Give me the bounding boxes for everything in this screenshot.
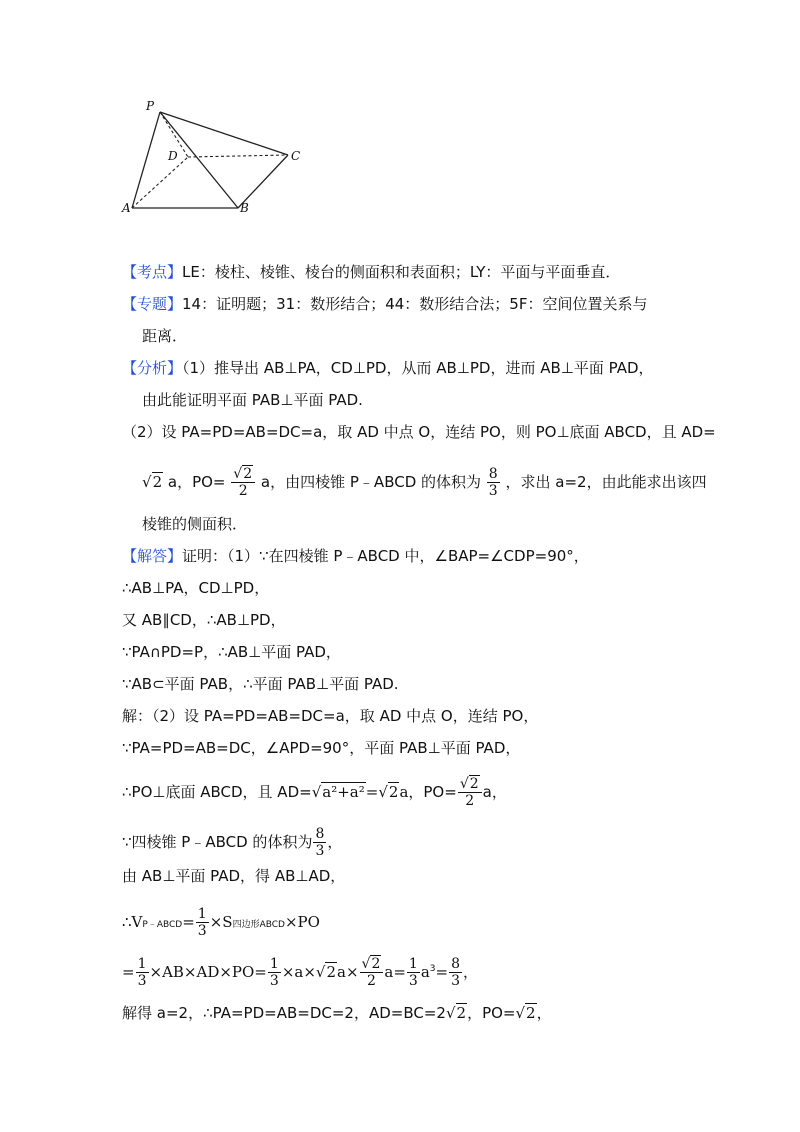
fenxi-line3: （2）设 PA=PD=AB=DC=a，取 AD 中点 O，连结 PO，则 PO⊥底面 ABCD，且 AD= — [122, 423, 716, 441]
label-p: P — [146, 99, 155, 113]
jieda-line8: ∴PO⊥底面 ABCD，且 AD=√a²+a²=√2a，PO= $\frac{√2}{2}$ a， — [122, 776, 507, 809]
frac-8-over-3-b: $\frac{8}{3}$ — [315, 826, 325, 859]
label-d: D — [168, 149, 178, 163]
zhuanti-text: 14：证明题；31：数形结合；44：数形结合法；5F：空间位置关系与 — [182, 295, 648, 313]
jieda-line5: ∵AB⊂平面 PAB，∴平面 PAB⊥平面 PAD. — [122, 675, 399, 693]
frac-1-over-3: $\frac{1}{3}$ — [197, 906, 207, 939]
label-a: A — [122, 201, 131, 215]
zhuanti-tag: 【专题】 — [122, 295, 183, 313]
jieda-line7: ∵PA=PD=AB=DC，∠APD=90°，平面 PAB⊥平面 PAD， — [122, 739, 521, 757]
frac-sqrt2-over-2: $\frac{√2}{2}$ — [231, 466, 255, 499]
sqrt-2: √2 — [142, 473, 163, 491]
zhuanti-cont: 距离． — [142, 327, 188, 345]
label-b: B — [240, 201, 249, 215]
edge-dc — [188, 155, 288, 157]
frac-sqrt2-over-2-b: $\frac{√2}{2}$ — [458, 776, 482, 809]
jieda-tag: 【解答】 — [122, 547, 183, 565]
jieda-line1: 【解答】证明：（1）∵在四棱锥 P﹣ABCD 中，∠BAP=∠CDP=90°， — [122, 547, 589, 565]
jieda-line12: = $\frac{1}{3}$ ×AB×AD×PO= $\frac{1}{3}$ ×a×√2a× $\frac{√2}{2}$ a= $\frac{1}{3}$ $a^3=$ $\frac{8}{3}$ ， — [122, 956, 479, 989]
jieda-line6: 解：（2）设 PA=PD=AB=DC=a，取 AD 中点 O，连结 PO， — [122, 707, 539, 725]
sqrt-a2-a2: √a²+a² — [311, 783, 365, 801]
jieda-line11: ∴VP﹣ABCD= $\frac{1}{3}$ ×S四边形ABCD×PO — [122, 906, 320, 939]
jieda-line13: 解得 a=2，∴PA=PD=AB=DC=2，AD=BC=2√2，PO=√2， — [122, 1004, 552, 1022]
fenxi-line4: √2 a，PO= $\frac{√2}{2}$ a，由四棱锥 P﹣ABCD 的体积为 $\frac{8}{3}$ ，求出 a=2，由此能求出该四 — [142, 466, 707, 499]
jieda-line2: ∴AB⊥PA，CD⊥PD， — [122, 579, 270, 597]
jieda-line10: 由 AB⊥平面 PAD，得 AB⊥AD， — [122, 867, 346, 885]
label-c: C — [291, 149, 301, 163]
kaodian-text: LE：棱柱、棱锥、棱台的侧面积和表面积；LY：平面与平面垂直． — [182, 263, 621, 281]
fenxi-text1: （1）推导出 AB⊥PA，CD⊥PD，从而 AB⊥PD，进而 AB⊥平面 PAD， — [182, 359, 654, 377]
edge-pa — [132, 112, 160, 208]
zhuanti-line — [122, 294, 647, 314]
edge-ad — [132, 157, 188, 208]
fenxi-line5: 棱锥的侧面积． — [142, 515, 248, 533]
kaodian-line — [122, 262, 620, 282]
jieda-line4: ∵PA∩PD=P，∴AB⊥平面 PAD， — [122, 643, 341, 661]
jieda-line9: ∵四棱锥 P﹣ABCD 的体积为 $\frac{8}{3}$ ， — [122, 826, 343, 859]
frac-8-over-3: $\frac{8}{3}$ — [488, 466, 498, 499]
edge-pc — [160, 112, 288, 155]
fenxi-line2: 由此能证明平面 PAB⊥平面 PAD. — [142, 391, 363, 409]
jieda-line3: 又 AB∥CD，∴AB⊥PD， — [122, 611, 286, 629]
pyramid-figure — [110, 90, 330, 225]
fenxi-tag: 【分析】 — [122, 359, 183, 377]
kaodian-tag: 【考点】 — [122, 263, 183, 281]
fenxi-line1 — [122, 358, 654, 378]
